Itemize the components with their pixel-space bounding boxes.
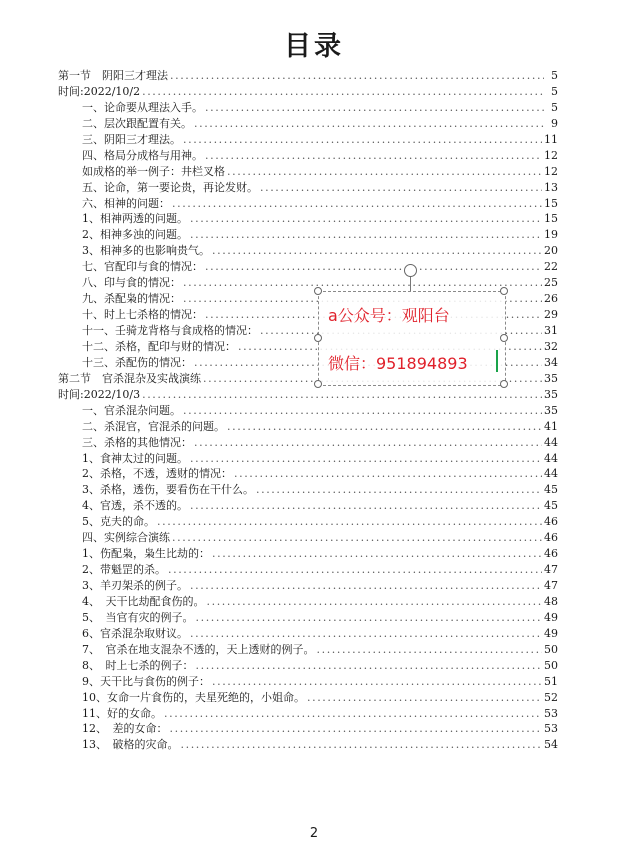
toc-entry-page: 13 (544, 180, 558, 194)
toc-entry-label: 3、杀格，透伤，要看伤在干什么。 (82, 483, 254, 497)
toc-entry-page: 29 (544, 308, 558, 322)
toc-entry-page: 9 (551, 116, 558, 130)
toc-entry-label: 十一、壬骑龙背格与食成格的情况： (82, 324, 258, 337)
toc-entry-page: 44 (544, 451, 558, 465)
toc-entry-page: 20 (544, 244, 558, 258)
toc-entry-page: 35 (544, 371, 558, 385)
toc-leader-dots (172, 530, 542, 546)
toc-entry[interactable] (58, 164, 558, 180)
toc-entry-label: 1、伤配枭，枭生比劫的： (82, 547, 210, 561)
toc-entry[interactable] (58, 387, 558, 403)
text-caret (496, 350, 498, 372)
toc-entry-page: 26 (544, 292, 558, 306)
toc-leader-dots (307, 690, 542, 706)
textbox-line-wechat[interactable]: 微信：951894893 (328, 354, 468, 373)
toc-leader-dots (190, 211, 542, 227)
toc-leader-dots (317, 642, 543, 658)
toc-entry[interactable] (58, 514, 558, 530)
toc-entry-label: 三、杀格的其他情况： (82, 435, 192, 449)
toc-entry[interactable] (58, 530, 558, 546)
toc-entry-label: 十二、杀格，配印与财的情况： (82, 339, 236, 353)
toc-entry[interactable] (58, 546, 558, 562)
toc-entry-page: 44 (544, 435, 558, 449)
toc-leader-dots (227, 419, 542, 435)
toc-leader-dots (194, 435, 542, 451)
toc-leader-dots (212, 243, 542, 259)
toc-entry[interactable] (58, 196, 558, 212)
toc-entry-page: 5 (551, 69, 558, 82)
toc-entry[interactable] (58, 100, 558, 116)
toc-entry-label: 3、相神多的也影响贵气。 (82, 244, 210, 258)
toc-entry-label: 二、层次跟配置有关。 (82, 116, 192, 130)
toc-leader-dots (183, 132, 542, 148)
toc-entry-page: 54 (544, 738, 558, 752)
toc-leader-dots (170, 68, 544, 84)
toc-entry-page: 11 (544, 132, 558, 146)
toc-entry-label: 4、官透，杀不透的。 (82, 499, 188, 513)
toc-entry-label: 时间:2022/10/3 (58, 387, 141, 401)
toc-entry-page: 35 (544, 403, 558, 417)
toc-entry-label: 13、 破格的灾命。 (82, 738, 179, 752)
toc-entry[interactable] (58, 578, 558, 594)
toc-leader-dots (183, 403, 542, 419)
toc-entry-page: 46 (544, 547, 558, 561)
toc-entry-label: 9、天干比与食伤的例子： (82, 674, 210, 688)
toc-entry-page: 41 (544, 419, 558, 433)
toc-entry-page: 5 (551, 100, 558, 114)
toc-entry-label: 三、阴阳三才理法。 (82, 132, 181, 146)
toc-entry[interactable] (58, 721, 558, 737)
toc-leader-dots (205, 100, 544, 116)
toc-entry-label: 十、时上七杀格的情况： (82, 308, 203, 322)
toc-entry-label: 八、印与食的情况： (82, 276, 181, 290)
table-of-contents (58, 68, 558, 753)
toc-entry-page: 49 (544, 610, 558, 624)
toc-leader-dots (157, 514, 542, 530)
toc-entry[interactable] (58, 642, 558, 658)
toc-leader-dots (207, 594, 543, 610)
toc-entry-label: 九、杀配枭的情况： (82, 292, 181, 306)
page-number: 2 (309, 826, 319, 841)
toc-leader-dots (205, 259, 542, 275)
toc-leader-dots (164, 706, 542, 722)
toc-entry[interactable] (58, 435, 558, 451)
toc-entry[interactable] (58, 132, 558, 148)
textbox-line-public-account[interactable]: a公众号：观阳台 (328, 306, 450, 325)
toc-entry-label: 5、 当官有灾的例子。 (82, 610, 194, 624)
toc-entry-page: 46 (544, 531, 558, 545)
toc-entry[interactable] (58, 243, 558, 259)
resize-handle-middle-right[interactable] (500, 334, 508, 342)
toc-entry-page: 47 (544, 579, 558, 592)
toc-leader-dots (142, 84, 544, 100)
toc-entry[interactable] (58, 737, 558, 753)
toc-entry[interactable] (58, 658, 558, 674)
toc-entry-label: 10、女命一片食伤的，夫星死绝的，小姐命。 (82, 690, 305, 704)
resize-handle-bottom-left[interactable] (314, 380, 322, 388)
toc-entry-page: 32 (544, 339, 558, 353)
toc-entry[interactable] (58, 211, 558, 227)
toc-entry-label: 一、官杀混杂问题。 (82, 403, 181, 417)
toc-entry-label: 1、相神两透的问题。 (82, 212, 188, 226)
resize-handle-top-left[interactable] (314, 287, 322, 295)
toc-entry-page: 12 (544, 148, 558, 162)
toc-entry-label: 1、食神太过的问题。 (82, 451, 188, 465)
toc-entry-page: 50 (544, 642, 558, 656)
rotate-connector (410, 276, 411, 291)
toc-entry[interactable] (58, 706, 558, 722)
toc-entry-label: 时间:2022/10/2 (58, 84, 141, 98)
toc-leader-dots (170, 721, 543, 737)
toc-entry-page: 25 (544, 276, 558, 290)
toc-entry-label: 8、 时上七杀的例子： (82, 658, 194, 672)
toc-entry[interactable] (58, 68, 558, 84)
toc-entry[interactable] (58, 562, 558, 578)
toc-entry[interactable] (58, 482, 558, 498)
toc-entry-page: 45 (544, 499, 558, 513)
toc-entry-label: 2、杀格，不透，透财的情况： (82, 467, 232, 481)
toc-entry[interactable] (58, 466, 558, 482)
toc-entry[interactable] (58, 116, 558, 132)
toc-entry-page: 44 (544, 467, 558, 481)
toc-entry-label: 第二节 官杀混杂及实战演练 (58, 371, 201, 385)
toc-leader-dots (190, 227, 542, 243)
toc-leader-dots (260, 180, 542, 196)
toc-entry[interactable] (58, 403, 558, 419)
toc-entry[interactable] (58, 180, 558, 196)
toc-leader-dots (190, 578, 542, 594)
toc-entry[interactable] (58, 594, 558, 610)
toc-entry-label: 十三、杀配伤的情况： (82, 355, 192, 369)
toc-leader-dots (183, 275, 542, 291)
toc-entry-label: 2、相神多浊的问题。 (82, 228, 188, 242)
toc-leader-dots (168, 562, 542, 578)
toc-entry-page: 12 (544, 164, 558, 178)
toc-entry-page: 53 (544, 706, 558, 720)
toc-entry-page: 46 (544, 515, 558, 529)
toc-entry-label: 2、带魁罡的杀。 (82, 563, 166, 577)
toc-entry-label: 四、实例综合演练 (82, 531, 170, 545)
toc-entry[interactable] (58, 674, 558, 690)
toc-entry-page: 5 (551, 84, 558, 98)
toc-entry[interactable] (58, 227, 558, 243)
toc-leader-dots (142, 387, 542, 403)
page-title: 目录 (284, 31, 344, 62)
toc-entry-page: 35 (544, 387, 558, 401)
toc-entry-label: 第一节 阴阳三才理法 (58, 69, 168, 82)
toc-entry[interactable] (58, 626, 558, 642)
toc-entry-label: 5、克夫的命。 (82, 515, 155, 529)
toc-entry[interactable] (58, 259, 558, 275)
toc-entry-label: 7、 官杀在地支混杂不透的，天上透财的例子。 (82, 642, 315, 656)
toc-leader-dots (212, 546, 542, 562)
toc-entry-page: 47 (544, 563, 558, 577)
toc-leader-dots (227, 164, 542, 180)
toc-entry[interactable] (58, 419, 558, 435)
toc-entry-page: 31 (544, 324, 558, 337)
toc-entry-page: 51 (544, 674, 558, 688)
toc-entry[interactable] (58, 498, 558, 514)
toc-entry-label: 11、好的女命。 (82, 706, 162, 720)
toc-entry-label: 6、官杀混杂取财议。 (82, 626, 188, 640)
toc-leader-dots (190, 626, 542, 642)
toc-entry-label: 一、论命要从理法入手。 (82, 100, 203, 114)
toc-entry[interactable] (58, 84, 558, 100)
toc-entry-label: 四、格局分成格与用神。 (82, 148, 203, 162)
resize-handle-top-right[interactable] (500, 287, 508, 295)
toc-leader-dots (190, 498, 542, 514)
toc-entry[interactable] (58, 275, 558, 291)
toc-leader-dots (256, 482, 542, 498)
toc-leader-dots (181, 737, 543, 753)
toc-entry-page: 48 (544, 594, 558, 608)
toc-entry-label: 五、论命，第一要论贵，再论发财。 (82, 180, 258, 194)
toc-entry-label: 12、 差的女命： (82, 722, 168, 736)
toc-entry-label: 六、相神的问题： (82, 196, 170, 210)
toc-leader-dots (234, 466, 542, 482)
toc-entry[interactable] (58, 148, 558, 164)
resize-handle-middle-left[interactable] (314, 334, 322, 342)
toc-entry-page: 19 (544, 228, 558, 242)
toc-entry[interactable] (58, 610, 558, 626)
toc-entry-page: 53 (544, 722, 558, 736)
toc-entry-page: 22 (544, 260, 558, 274)
toc-entry[interactable] (58, 690, 558, 706)
toc-entry-page: 45 (544, 483, 558, 497)
toc-entry-page: 52 (544, 690, 558, 704)
toc-leader-dots (194, 116, 544, 132)
toc-entry-label: 3、羊刃架杀的例子。 (82, 579, 188, 592)
toc-leader-dots (212, 674, 542, 690)
resize-handle-bottom-right[interactable] (500, 380, 508, 388)
toc-leader-dots (205, 148, 542, 164)
toc-entry[interactable] (58, 451, 558, 467)
toc-leader-dots (190, 451, 542, 467)
toc-entry-page: 15 (544, 196, 558, 210)
toc-leader-dots (196, 658, 543, 674)
toc-entry-page: 50 (544, 658, 558, 672)
toc-leader-dots (172, 196, 542, 212)
toc-entry-page: 34 (544, 355, 558, 369)
toc-leader-dots (196, 610, 543, 626)
toc-entry-label: 如成格的举一例子：井栏叉格 (82, 164, 225, 178)
toc-entry-page: 15 (544, 212, 558, 226)
rotate-handle[interactable] (404, 264, 417, 277)
toc-entry-label: 七、官配印与食的情况： (82, 260, 203, 274)
toc-entry-page: 49 (544, 626, 558, 640)
toc-entry-label: 4、 天干比劫配食伤的。 (82, 594, 205, 608)
toc-entry-label: 二、杀混官，官混杀的问题。 (82, 419, 225, 433)
